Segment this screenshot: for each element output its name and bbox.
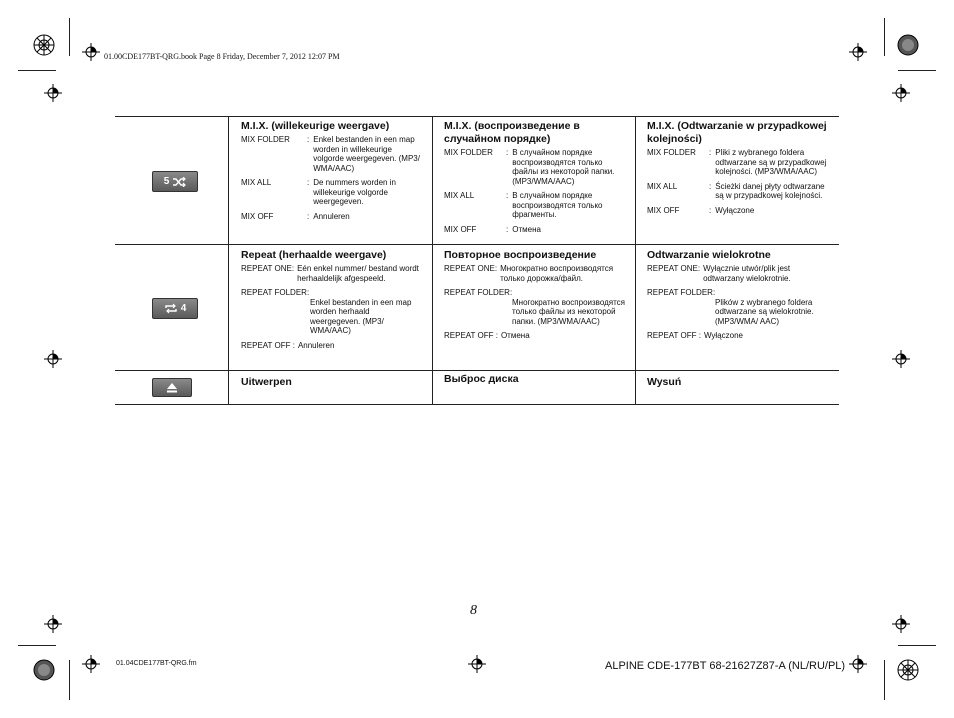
table-bottom-rule [115,404,839,405]
crosshair-mark-icon [849,43,867,61]
eject-title-nl: Uitwerpen [241,376,292,388]
eject-title-ru: Выброс диска [444,373,519,385]
option-sep: : [307,211,310,221]
option-key: REPEAT FOLDER: [241,288,310,297]
mix-cell-pl [647,120,829,220]
repeat-button-number: 4 [180,303,187,314]
option-key: MIX FOLDER [444,148,493,157]
crosshair-mark-icon [849,655,867,673]
mix-cell-ru [444,120,626,239]
option-value: Annuleren [297,340,335,350]
option-value: Pliki z wybranego foldera odtwarzane są w przypadkowej kolejności. (MP3/WMA/AAC) [715,148,827,176]
mix-button-number: 5 [163,176,170,187]
list-item [241,288,421,336]
repeat-cell-pl [647,249,829,346]
option-value: Wyłączone [703,331,743,340]
repeat-cell-nl [241,249,421,355]
table-top-rule [115,116,839,117]
list-item [444,191,626,220]
option-value: Отмена [500,331,530,340]
repeat-title-pl: Odtwarzanie wielokrotne [647,249,771,261]
list-item [444,331,626,341]
list-item [241,341,421,351]
option-key: REPEAT FOLDER: [444,288,513,297]
option-key: REPEAT ONE: [444,264,498,273]
option-sep: : [506,224,509,234]
option-key: MIX ALL [444,191,475,200]
repeat-title-nl: Repeat (herhaalde weergave) [241,249,387,261]
list-item [241,135,421,173]
list-item [241,212,421,222]
shuffle-icon [172,177,186,187]
option-value: Wyłączone [715,205,755,215]
repeat-title-ru: Повторное воспроизведение [444,249,597,261]
list-item [444,225,626,235]
crop-line [898,70,936,71]
option-value: Annuleren [313,211,350,221]
list-item [241,264,421,283]
option-value: Eén enkel nummer/ bestand wordt herhaaldelijk afgespeeld. [297,264,419,283]
repeat-button [152,298,198,319]
crosshair-mark-icon [44,350,62,368]
option-sep: : [709,148,712,157]
option-value: Enkel bestanden in een map worden herhaald weergegeven. (MP3/ WMA/AAC) [310,297,412,335]
list-item [647,148,829,177]
crosshair-mark-icon [892,615,910,633]
eject-button [152,378,192,397]
option-key: MIX ALL [241,178,272,187]
option-value: Wyłącznie utwór/plik jest odtwarzany wielokrotnie. [703,264,791,283]
option-value: В случайном порядке воспроизводятся только фрагменты. [512,191,603,219]
option-key: REPEAT OFF : [241,340,295,350]
crosshair-mark-icon [44,615,62,633]
crop-line [69,18,70,56]
option-key: MIX OFF [647,205,680,215]
option-value: Многократно воспроизводятся только файлы из некоторой папки. (MP3/WMA/AAC) [512,297,626,326]
option-key: REPEAT OFF : [647,331,701,340]
mix-title-nl: M.I.X. (willekeurige weergave) [241,120,390,132]
list-item [647,331,829,341]
rosette-mark-icon [897,34,919,56]
footer-file-name: 01.04CDE177BT-QRG.fm [116,660,197,667]
rosette-mark-icon [33,659,55,681]
option-sep: : [506,148,509,157]
list-item [647,182,829,201]
repeat-cell-ru [444,249,626,346]
crosshair-mark-icon [892,84,910,102]
table-column-divider [228,116,229,404]
option-sep: : [307,178,310,187]
crosshair-mark-icon [44,84,62,102]
crosshair-mark-icon [82,43,100,61]
crop-line [18,70,56,71]
option-key: MIX OFF [444,224,477,234]
option-value: De nummers worden in willekeurige volgorde weergegeven. [313,178,396,206]
header-book-info: 01.00CDE177BT-QRG.book Page 8 Friday, December 7, 2012 12:07 PM [104,52,340,61]
eject-cell-pl [647,376,829,391]
option-sep: : [307,135,310,144]
eject-cell-nl [241,376,421,391]
list-item [241,178,421,207]
list-item [444,288,626,326]
option-key: REPEAT OFF : [444,331,498,340]
option-value: Enkel bestanden in een map worden in willekeurige volgorde weergegeven. (MP3/ WMA/AAC) [313,135,420,173]
mix-cell-nl [241,120,421,226]
option-value: Plików z wybranego foldera odtwarzane są wielokrotnie. (MP3/WMA/ AAC) [715,297,814,326]
rosette-mark-icon [897,659,919,681]
option-key: MIX FOLDER [647,148,696,157]
page-number: 8 [470,603,477,618]
list-item [647,264,829,283]
crop-line [884,660,885,700]
option-sep: : [709,205,712,215]
list-item [444,148,626,186]
list-item [647,288,829,326]
option-sep: : [506,191,509,200]
option-key: REPEAT FOLDER: [647,288,716,297]
table-row-divider [115,370,839,371]
footer-model-code: ALPINE CDE-177BT 68-21627Z87-A (NL/RU/PL) [605,660,846,672]
option-key: MIX OFF [241,211,274,221]
eject-title-pl: Wysuń [647,376,682,388]
option-key: MIX ALL [647,181,678,191]
crosshair-mark-icon [82,655,100,673]
option-sep: : [709,181,712,191]
table-column-divider [432,116,433,404]
crop-line [69,660,70,700]
option-value: Ścieżki danej płyty odtwarzane są w przypadkowej kolejności. [715,181,825,200]
option-value: В случайном порядке воспроизводятся только файлы из некоторой папки. (MP3/WMA/AAC) [512,148,615,186]
crop-line [18,645,56,646]
rosette-mark-icon [33,34,55,56]
eject-icon [166,383,178,393]
list-item [647,206,829,216]
mix-button [152,171,198,192]
crosshair-mark-icon [892,350,910,368]
repeat-icon [164,303,178,314]
option-key: REPEAT ONE: [647,264,701,273]
list-item [444,264,626,283]
table-row-divider [115,244,839,245]
crosshair-mark-icon [468,655,486,673]
eject-cell-ru [444,373,626,388]
option-value: Отмена [512,224,541,234]
crop-line [898,645,936,646]
crop-line [884,18,885,56]
mix-title-ru: M.I.X. (воспроизведение в случайном порядке) [444,120,580,145]
option-key: REPEAT ONE: [241,264,295,273]
option-value: Многократно воспроизводятся только дорожка/файл. [500,264,614,283]
option-key: MIX FOLDER [241,135,290,144]
table-column-divider [635,116,636,404]
mix-title-pl: M.I.X. (Odtwarzanie w przypadkowej kolejności) [647,120,827,145]
